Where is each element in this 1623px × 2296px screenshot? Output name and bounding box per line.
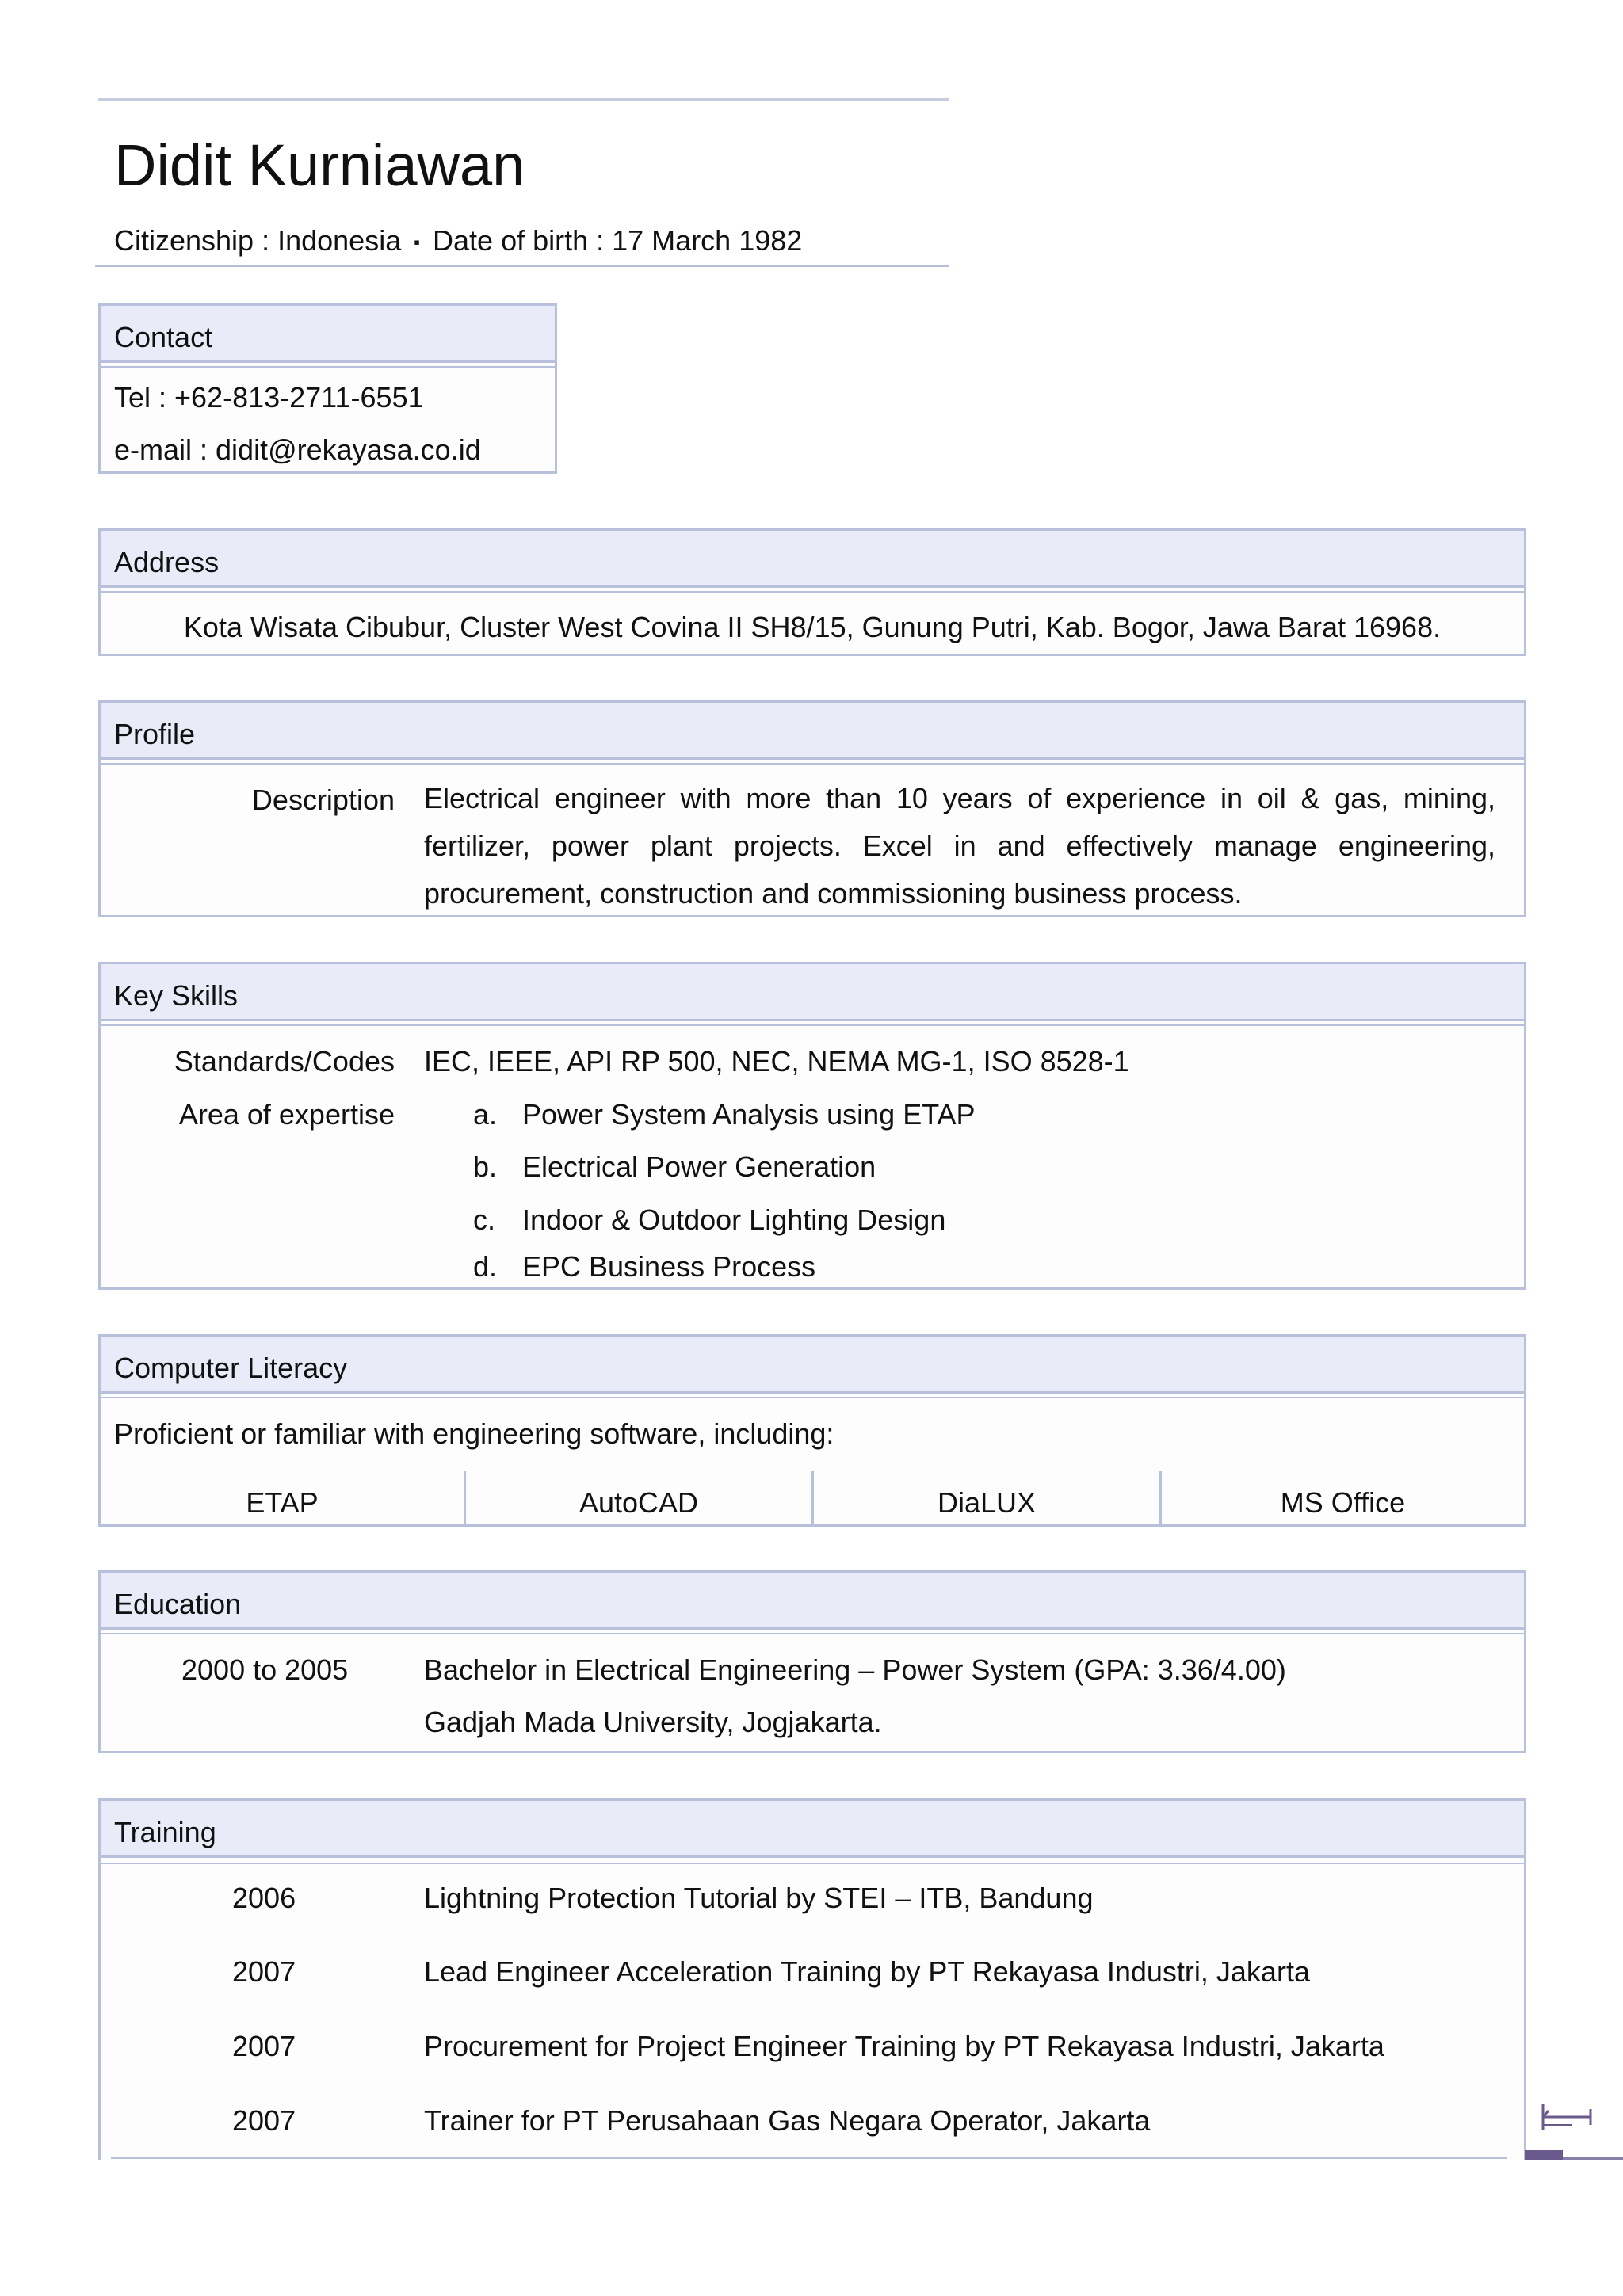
computer-literacy-header: [101, 1337, 1524, 1394]
separator-bullet: ▪: [414, 232, 421, 253]
training-title: Training: [114, 1816, 216, 1848]
citizenship: Citizenship : Indonesia: [114, 224, 402, 257]
profile-label: Description: [251, 784, 395, 816]
expertise-item: EPC Business Process: [522, 1250, 816, 1283]
expertise-marker: a.: [473, 1098, 498, 1131]
address-header: [101, 531, 1524, 588]
training-header: [101, 1801, 1524, 1858]
training-year: 2007: [232, 2030, 296, 2062]
header-bottom-rule: [95, 265, 949, 267]
education-header: [101, 1573, 1524, 1630]
contact-title: Contact: [114, 321, 213, 353]
software-cell: [101, 1471, 464, 1527]
education-title: Education: [114, 1588, 242, 1620]
education-period: 2000 to 2005: [181, 1653, 349, 1686]
software-cell: [814, 1471, 1159, 1527]
candidate-name: Didit Kurniawan: [114, 132, 525, 198]
profile-title: Profile: [114, 718, 196, 750]
page-corner-accent: [1525, 2150, 1563, 2160]
software-name: MS Office: [1280, 1486, 1406, 1519]
profile-section: [98, 700, 1526, 917]
computer-literacy-section: [98, 1334, 1526, 1527]
computer-literacy-title: Computer Literacy: [114, 1352, 348, 1384]
software-table: [101, 1471, 1524, 1527]
education-section: [98, 1570, 1526, 1753]
key-skills-header: [101, 964, 1524, 1021]
contact-header: [101, 306, 555, 363]
personal-details: [114, 223, 802, 260]
address-section: [98, 528, 1526, 656]
key-skills-title: Key Skills: [114, 979, 239, 1012]
address-title: Address: [114, 546, 220, 578]
expertise-marker: d.: [473, 1250, 498, 1283]
software-name: DiaLUX: [937, 1486, 1037, 1519]
training-item: Lightning Protection Tutorial by STEI – ITB, Bandung: [424, 1882, 1094, 1914]
expertise-item: Electrical Power Generation: [522, 1150, 876, 1183]
expertise-marker: b.: [473, 1150, 498, 1183]
contact-tel: Tel : +62-813-2711-6551: [114, 381, 424, 414]
header-top-rule: [98, 98, 949, 101]
software-name: ETAP: [246, 1486, 319, 1519]
profile-description: Electrical engineer with more than 10 years of experience in oil & gas, mining, fertilizer, power plant projects. Excel in and effectively manage engineering, procurement, construction and commissioning business process.: [424, 782, 1495, 910]
training-year: 2007: [232, 2104, 296, 2137]
training-item: Trainer for PT Perusahaan Gas Negara Operator, Jakarta: [424, 2104, 1151, 2137]
page-corner-rule: [1563, 2157, 1623, 2160]
education-school: Gadjah Mada University, Jogjakarta.: [424, 1706, 882, 1738]
date-of-birth: Date of birth : 17 March 1982: [433, 224, 803, 257]
training-year: 2006: [232, 1882, 296, 1914]
training-item: Procurement for Project Engineer Training by PT Rekayasa Industri, Jakarta: [424, 2030, 1384, 2062]
standards-label: Standards/Codes: [174, 1045, 395, 1077]
contact-email: e-mail : didit@rekayasa.co.id: [114, 433, 481, 466]
expertise-marker: c.: [473, 1203, 496, 1236]
training-item: Lead Engineer Acceleration Training by PT Rekayasa Industri, Jakarta: [424, 1955, 1310, 1988]
education-degree: Bachelor in Electrical Engineering – Power System (GPA: 3.36/4.00): [424, 1653, 1286, 1686]
standards-value: IEC, IEEE, API RP 500, NEC, NEMA MG-1, ISO 8528-1: [424, 1045, 1129, 1077]
address-text: Kota Wisata Cibubur, Cluster West Covina II SH8/15, Gunung Putri, Kab. Bogor, Jawa Barat 16968.: [183, 611, 1442, 643]
software-cell: [1162, 1471, 1524, 1527]
expertise-item: Indoor & Outdoor Lighting Design: [522, 1203, 946, 1236]
key-skills-section: [98, 962, 1526, 1290]
training-section: [98, 1798, 1526, 2160]
profile-header: [101, 703, 1524, 760]
software-name: AutoCAD: [579, 1486, 699, 1519]
contact-section: [98, 303, 557, 474]
bracket-icon: [1541, 2101, 1593, 2133]
software-cell: [466, 1471, 812, 1527]
page-bottom-rule: [111, 2157, 1507, 2159]
expertise-label: Area of expertise: [178, 1098, 395, 1131]
expertise-item: Power System Analysis using ETAP: [522, 1098, 976, 1131]
computer-literacy-intro: Proficient or familiar with engineering software, including:: [114, 1417, 834, 1450]
training-header-rule: [101, 1863, 1524, 1864]
training-year: 2007: [232, 1955, 296, 1988]
